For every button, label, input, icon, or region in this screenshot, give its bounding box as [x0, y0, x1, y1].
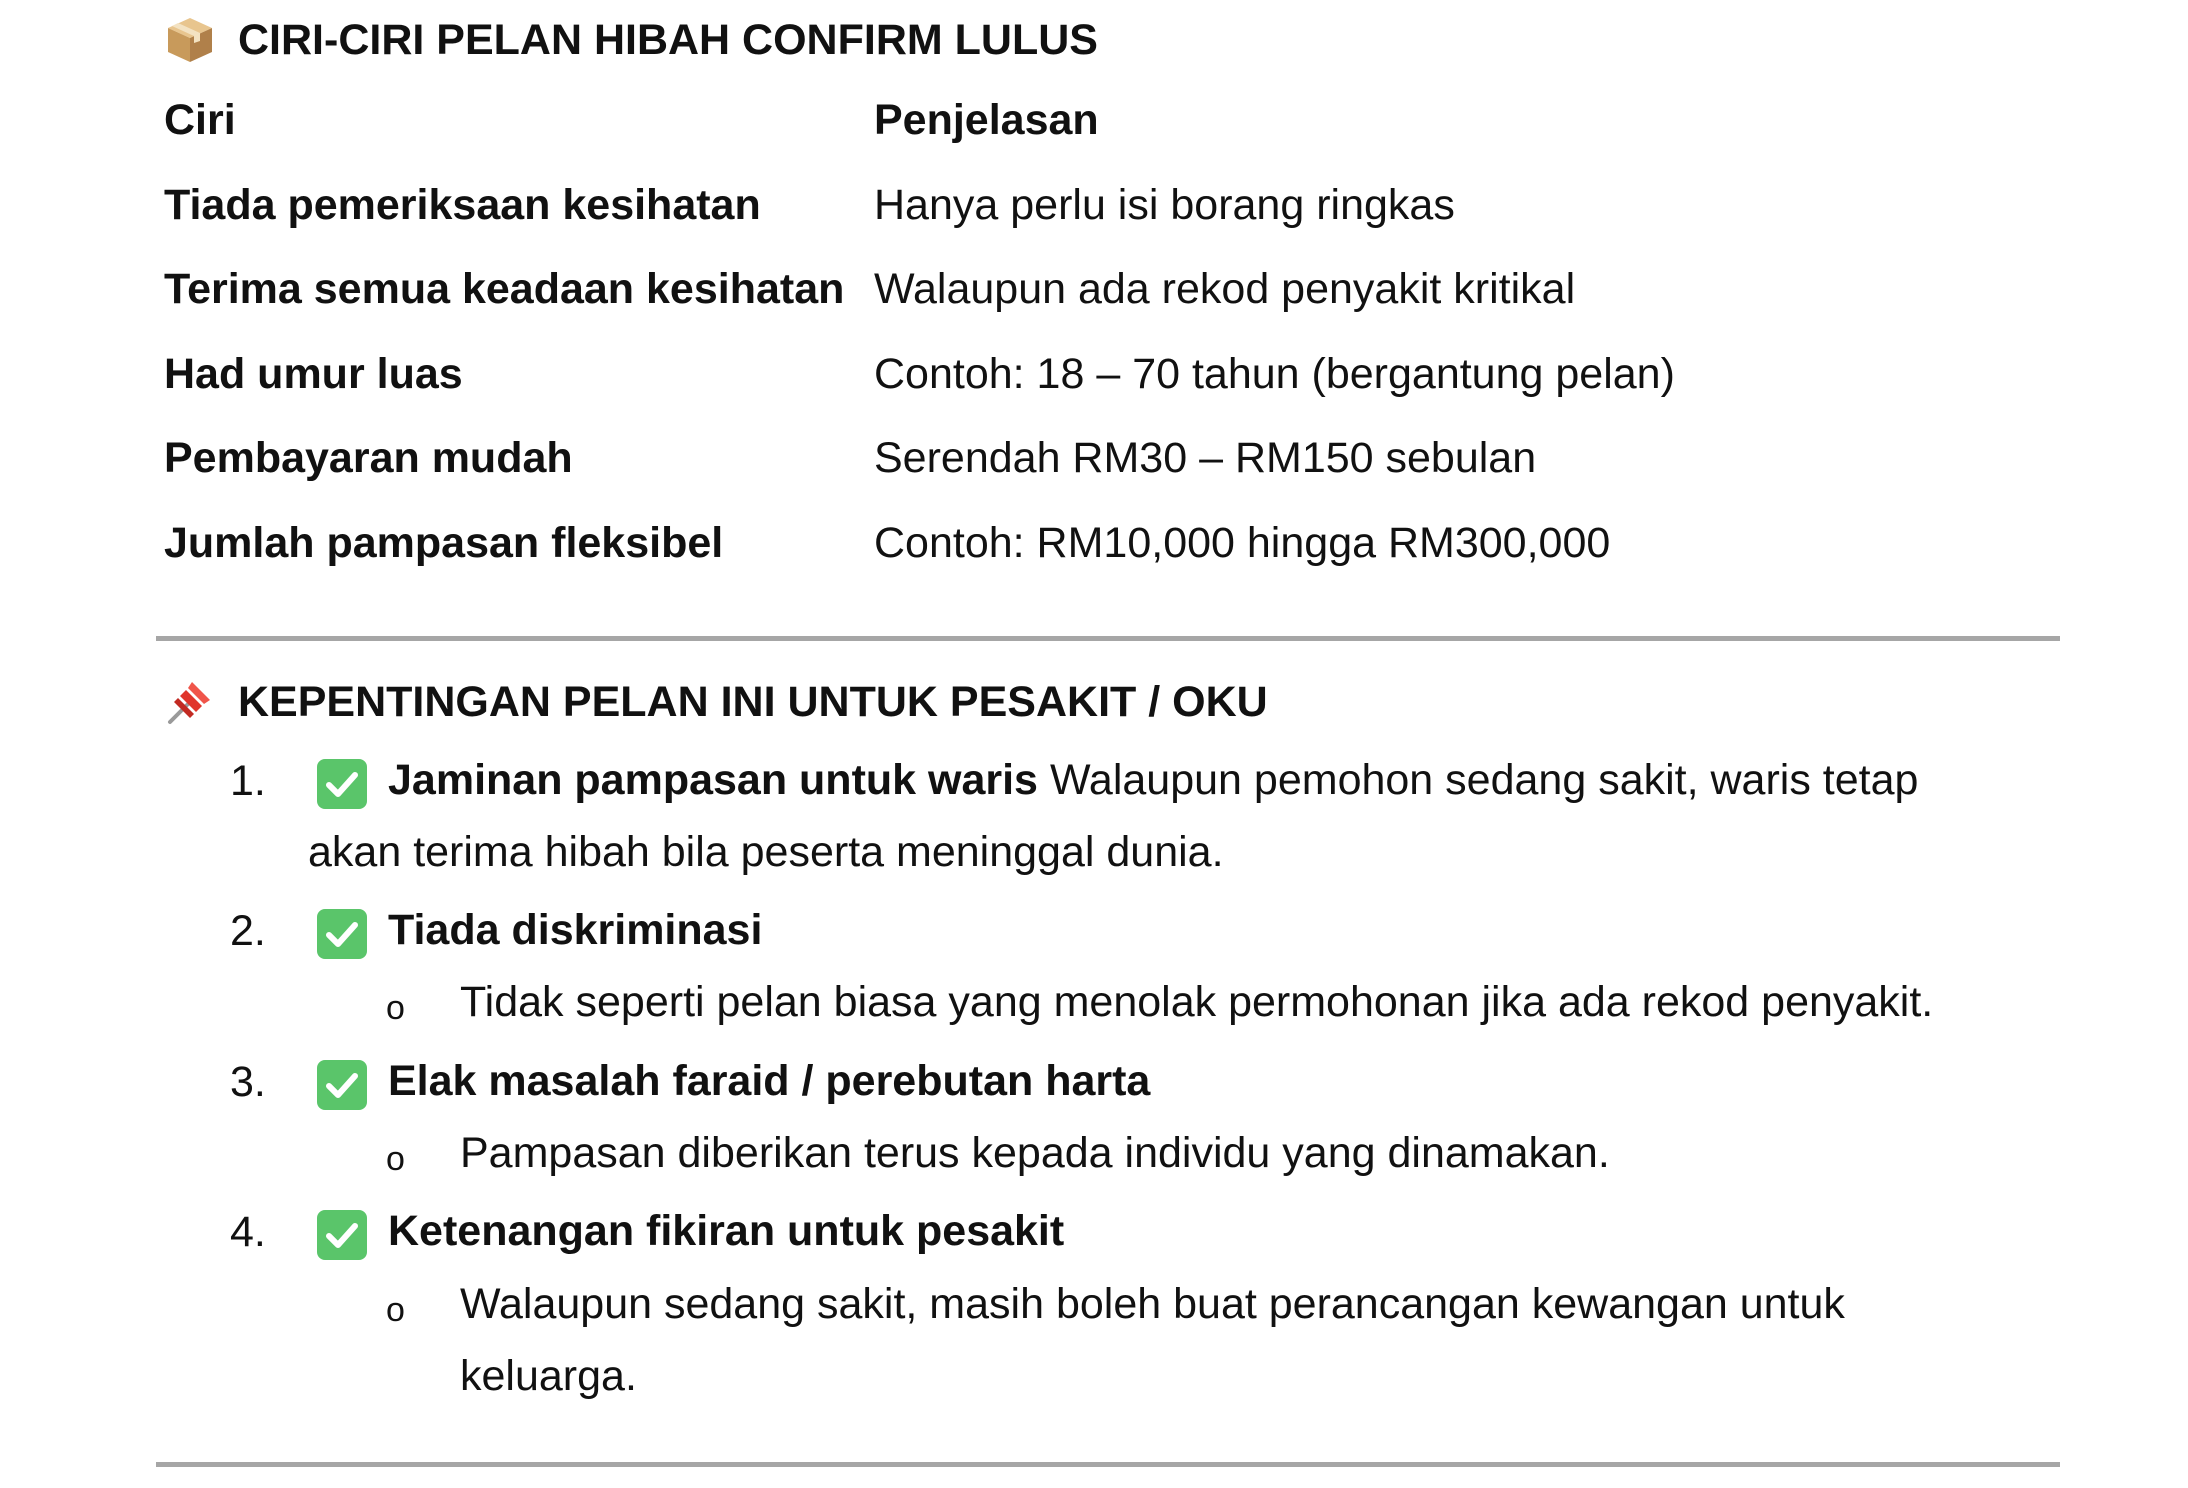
- list-item-line: [388, 906, 762, 955]
- table-row: [164, 434, 2064, 498]
- checkmark-icon: [316, 758, 368, 810]
- table-cell: Tiada pemeriksaan kesihatan: [164, 181, 761, 229]
- sub-bullet: o: [386, 1291, 405, 1329]
- list-number: 4.: [230, 1208, 266, 1256]
- table-header-row: [164, 96, 2064, 160]
- sub-bullet: o: [386, 1140, 405, 1178]
- horizontal-divider: [156, 636, 2060, 641]
- table-row: [164, 265, 2064, 329]
- list-item-line: [388, 1207, 1064, 1256]
- sub-item-text: Pampasan diberikan terus kepada individu yang dinamakan.: [460, 1129, 1610, 1177]
- sub-bullet: o: [386, 989, 405, 1027]
- table-cell: Jumlah pampasan fleksibel: [164, 519, 724, 567]
- table-cell: Serendah RM30 – RM150 sebulan: [874, 434, 1537, 482]
- sub-item-text: Walaupun sedang sakit, masih boleh buat perancangan kewangan untuk: [460, 1280, 1845, 1328]
- list-number: 2.: [230, 907, 266, 955]
- column-header: Ciri: [164, 96, 236, 144]
- table-cell: Hanya perlu isi borang ringkas: [874, 181, 1455, 229]
- section-heading-features: [164, 14, 1098, 66]
- sub-item-text-continued: keluarga.: [460, 1352, 637, 1400]
- list-item-title: Jaminan pampasan untuk waris: [388, 756, 1038, 804]
- list-number: 1.: [230, 757, 266, 805]
- list-item-title: Tiada diskriminasi: [388, 906, 763, 954]
- table-cell: Walaupun ada rekod penyakit kritikal: [874, 265, 1576, 313]
- table-cell: Contoh: RM10,000 hingga RM300,000: [874, 519, 1611, 567]
- section-heading-importance: [164, 676, 1268, 728]
- list-number: 3.: [230, 1058, 266, 1106]
- column-header: Penjelasan: [874, 96, 1099, 144]
- section-title: KEPENTINGAN PELAN INI UNTUK PESAKIT / OKU: [238, 677, 1268, 726]
- package-icon: [164, 14, 216, 66]
- checkmark-icon: [316, 908, 368, 960]
- table-cell: Pembayaran mudah: [164, 434, 573, 482]
- table-row: [164, 519, 2064, 583]
- pushpin-icon: [164, 676, 216, 728]
- table-cell: Had umur luas: [164, 350, 463, 398]
- checkmark-icon: [316, 1209, 368, 1261]
- list-item-title: Ketenangan fikiran untuk pesakit: [388, 1207, 1065, 1255]
- horizontal-divider: [156, 1462, 2060, 1467]
- list-item-line: [388, 1057, 1150, 1106]
- list-item-text-continued: akan terima hibah bila peserta meninggal dunia.: [308, 828, 1224, 876]
- table-row: [164, 181, 2064, 245]
- table-row: [164, 350, 2064, 414]
- checkmark-icon: [316, 1059, 368, 1111]
- sub-item-text: Tidak seperti pelan biasa yang menolak permohonan jika ada rekod penyakit.: [460, 978, 1934, 1026]
- table-cell: Contoh: 18 – 70 tahun (bergantung pelan): [874, 350, 1675, 398]
- section-title: CIRI-CIRI PELAN HIBAH CONFIRM LULUS: [238, 15, 1098, 64]
- list-item-title: Elak masalah faraid / perebutan harta: [388, 1057, 1151, 1105]
- list-item-line: [388, 756, 1918, 805]
- table-cell: Terima semua keadaan kesihatan: [164, 265, 845, 313]
- list-item-text: Walaupun pemohon sedang sakit, waris tetap: [1049, 756, 1919, 804]
